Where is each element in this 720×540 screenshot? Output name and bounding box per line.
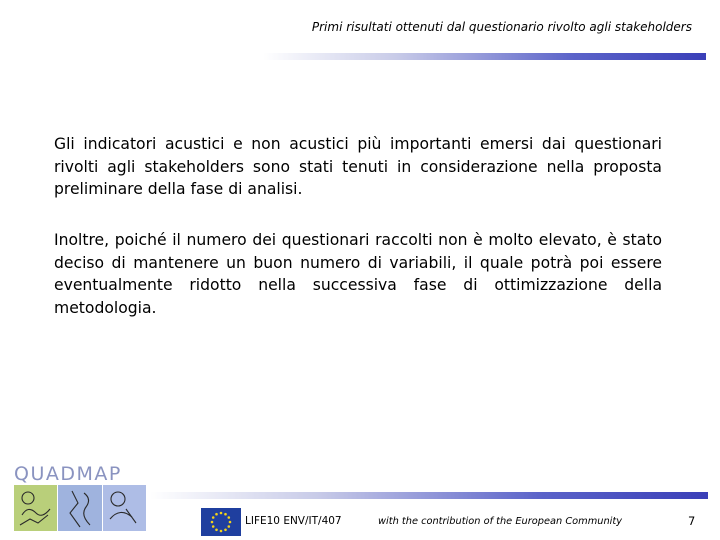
quadmap-logo xyxy=(14,463,146,531)
footer-project-code: LIFE10 ENV/IT/407 xyxy=(245,515,342,527)
page-number: 7 xyxy=(688,514,696,528)
body-paragraph-1: Gli indicatori acustici e non acustici più importanti emersi dai questionari rivolti agli stakeholders sono stati tenuti in considerazione nella proposta preliminare della fase di analisi. xyxy=(54,135,662,199)
slide-header-title: Primi risultati ottenuti dal questionario rivolto agli stakeholders xyxy=(311,20,692,34)
logo-illustration-icon xyxy=(14,485,146,531)
eu-flag-icon xyxy=(201,508,241,536)
footer-accent-bar xyxy=(150,492,708,499)
header-accent-bar xyxy=(263,53,706,60)
body-paragraph-2: Inoltre, poiché il numero dei questionari raccolti non è molto elevato, è stato deciso di mantenere un buon numero di variabili, il quale potrà poi essere eventualmente ridotto nella successiva fase di ottimizzazione della metodologia. xyxy=(54,231,662,318)
footer-contribution-text: with the contribution of the European Community xyxy=(378,516,623,527)
logo-wordmark: QUADMAP xyxy=(14,463,122,485)
